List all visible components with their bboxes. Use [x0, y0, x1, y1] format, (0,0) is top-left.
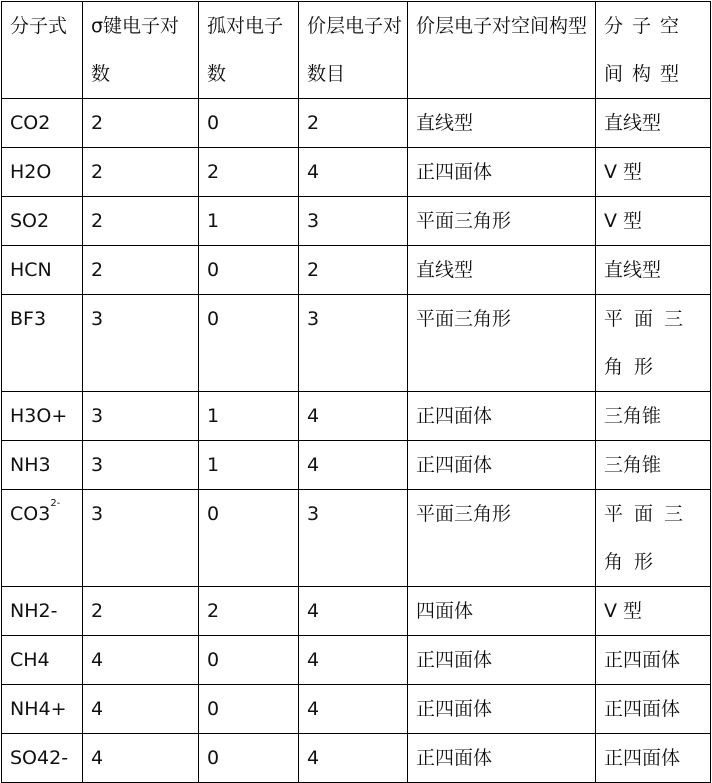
- cell-lone-pairs-text: 0: [207, 747, 220, 769]
- cell-vsepr-geometry-text: 平面三角形: [416, 308, 512, 330]
- cell-molecular-shape: [596, 587, 711, 636]
- cell-valence-pairs-text: 3: [307, 308, 320, 330]
- cell-molecular-shape: [596, 441, 711, 490]
- cell-sigma-pairs-text: 4: [91, 698, 104, 720]
- cell-formula-text: HCN: [10, 259, 52, 281]
- cell-vsepr-geometry: [408, 734, 596, 783]
- cell-molecular-shape-text: 平面三角形: [604, 503, 695, 573]
- cell-vsepr-geometry: [408, 392, 596, 441]
- header-vsepr-geometry: 价层电子对空间构型: [408, 2, 596, 99]
- cell-sigma-pairs-text: 3: [91, 454, 104, 476]
- cell-vsepr-geometry: [408, 685, 596, 734]
- cell-lone-pairs: [199, 392, 299, 441]
- cell-valence-pairs: [299, 685, 408, 734]
- cell-sigma-pairs: [83, 99, 199, 148]
- cell-valence-pairs-text: 2: [307, 112, 320, 134]
- cell-formula: [2, 734, 83, 783]
- cell-sigma-pairs-text: 3: [91, 405, 104, 427]
- cell-sigma-pairs-text: 2: [91, 161, 104, 183]
- table-row: [2, 197, 711, 246]
- cell-sigma-pairs: [83, 392, 199, 441]
- cell-lone-pairs-text: 2: [207, 161, 220, 183]
- cell-valence-pairs-text: 4: [307, 747, 320, 769]
- cell-sigma-pairs-text: 4: [91, 747, 104, 769]
- table-row: [2, 636, 711, 685]
- cell-lone-pairs: [199, 197, 299, 246]
- header-row: [2, 2, 711, 99]
- cell-formula-text: SO2: [10, 210, 50, 232]
- cell-formula-text: H2O: [10, 161, 52, 183]
- cell-valence-pairs-text: 4: [307, 698, 320, 720]
- cell-sigma-pairs-text: 2: [91, 112, 104, 134]
- cell-valence-pairs-text: 4: [307, 649, 320, 671]
- cell-valence-pairs: [299, 587, 408, 636]
- cell-valence-pairs-text: 4: [307, 161, 320, 183]
- cell-lone-pairs-text: 0: [207, 649, 220, 671]
- cell-molecular-shape: [596, 490, 711, 587]
- cell-valence-pairs: [299, 197, 408, 246]
- cell-formula: [2, 636, 83, 685]
- table-row: [2, 734, 711, 783]
- cell-vsepr-geometry-text: 正四面体: [416, 405, 493, 427]
- cell-molecular-shape-text: 正四面体: [604, 649, 681, 671]
- cell-formula-text: SO42-: [10, 747, 69, 769]
- cell-formula-text: H3O+: [10, 405, 68, 427]
- header-valence-pairs: 价层电子对数目: [299, 2, 408, 99]
- cell-lone-pairs: [199, 490, 299, 587]
- table-row: [2, 246, 711, 295]
- cell-molecular-shape-text: 直线型: [604, 112, 662, 134]
- cell-formula: [2, 685, 83, 734]
- cell-molecular-shape: [596, 392, 711, 441]
- cell-vsepr-geometry: [408, 148, 596, 197]
- cell-formula: [2, 295, 83, 392]
- header-formula: 分子式: [2, 2, 83, 99]
- cell-vsepr-geometry-text: 正四面体: [416, 698, 493, 720]
- cell-valence-pairs-text: 3: [307, 503, 320, 525]
- cell-lone-pairs-text: 2: [207, 600, 220, 622]
- cell-valence-pairs-text: 2: [307, 259, 320, 281]
- cell-lone-pairs: [199, 148, 299, 197]
- cell-lone-pairs: [199, 99, 299, 148]
- cell-molecular-shape-text: 正四面体: [604, 747, 681, 769]
- cell-valence-pairs: [299, 392, 408, 441]
- cell-valence-pairs: [299, 99, 408, 148]
- cell-sigma-pairs: [83, 636, 199, 685]
- cell-formula: [2, 392, 83, 441]
- cell-valence-pairs: [299, 441, 408, 490]
- cell-vsepr-geometry: [408, 246, 596, 295]
- cell-sigma-pairs-text: 4: [91, 649, 104, 671]
- table-row: [2, 295, 711, 392]
- cell-formula: [2, 490, 83, 587]
- header-sigma-pairs: σ键电子对数: [83, 2, 199, 99]
- cell-lone-pairs-text: 1: [207, 405, 220, 427]
- cell-valence-pairs-text: 4: [307, 454, 320, 476]
- cell-molecular-shape-text: 三角锥: [604, 405, 662, 427]
- cell-lone-pairs: [199, 587, 299, 636]
- cell-molecular-shape: [596, 148, 711, 197]
- cell-molecular-shape: [596, 734, 711, 783]
- cell-lone-pairs-text: 0: [207, 259, 220, 281]
- cell-molecular-shape: [596, 99, 711, 148]
- table-row: [2, 148, 711, 197]
- cell-sigma-pairs-text: 2: [91, 600, 104, 622]
- cell-molecular-shape-text: V 型: [604, 210, 643, 232]
- cell-formula-text: CO2: [10, 112, 51, 134]
- cell-vsepr-geometry-text: 四面体: [416, 600, 474, 622]
- cell-valence-pairs-text: 3: [307, 210, 320, 232]
- cell-valence-pairs: [299, 734, 408, 783]
- header-molecular-shape: 分子空间构型: [596, 2, 711, 99]
- cell-lone-pairs: [199, 441, 299, 490]
- cell-lone-pairs-text: 0: [207, 308, 220, 330]
- cell-sigma-pairs: [83, 295, 199, 392]
- cell-sigma-pairs: [83, 587, 199, 636]
- table-row: [2, 441, 711, 490]
- cell-formula-text: CH4: [10, 649, 50, 671]
- cell-lone-pairs: [199, 685, 299, 734]
- cell-lone-pairs: [199, 295, 299, 392]
- header-lone-pairs: 孤对电子数: [199, 2, 299, 99]
- cell-formula-text: BF3: [10, 308, 47, 330]
- table-row: [2, 587, 711, 636]
- cell-formula: [2, 246, 83, 295]
- cell-valence-pairs: [299, 148, 408, 197]
- cell-lone-pairs-text: 0: [207, 503, 220, 525]
- cell-formula-text: NH3: [10, 454, 51, 476]
- cell-vsepr-geometry: [408, 587, 596, 636]
- formula-charge: 2-: [50, 498, 61, 509]
- cell-molecular-shape: [596, 197, 711, 246]
- cell-molecular-shape-text: V 型: [604, 600, 643, 622]
- cell-lone-pairs-text: 0: [207, 698, 220, 720]
- cell-sigma-pairs: [83, 148, 199, 197]
- cell-vsepr-geometry-text: 平面三角形: [416, 503, 512, 525]
- cell-vsepr-geometry: [408, 441, 596, 490]
- table-row: [2, 685, 711, 734]
- table-row: [2, 392, 711, 441]
- cell-formula: [2, 197, 83, 246]
- cell-formula: [2, 441, 83, 490]
- cell-sigma-pairs: [83, 685, 199, 734]
- cell-formula-text: NH4+: [10, 698, 67, 720]
- cell-molecular-shape: [596, 685, 711, 734]
- cell-sigma-pairs-text: 3: [91, 503, 104, 525]
- cell-formula: [2, 587, 83, 636]
- cell-molecular-shape-text: 正四面体: [604, 698, 681, 720]
- cell-lone-pairs: [199, 636, 299, 685]
- cell-vsepr-geometry: [408, 99, 596, 148]
- cell-formula-text: NH2-: [10, 600, 58, 622]
- cell-vsepr-geometry-text: 正四面体: [416, 161, 493, 183]
- cell-vsepr-geometry: [408, 295, 596, 392]
- table-row: [2, 490, 711, 587]
- vsepr-table: [1, 1, 711, 783]
- cell-valence-pairs: [299, 295, 408, 392]
- cell-molecular-shape-text: 平面三角形: [604, 308, 695, 378]
- cell-molecular-shape: [596, 295, 711, 392]
- cell-valence-pairs: [299, 246, 408, 295]
- cell-valence-pairs: [299, 490, 408, 587]
- cell-molecular-shape-text: 三角锥: [604, 454, 662, 476]
- cell-valence-pairs: [299, 636, 408, 685]
- cell-vsepr-geometry-text: 正四面体: [416, 454, 493, 476]
- cell-sigma-pairs: [83, 246, 199, 295]
- table-body: [2, 99, 711, 783]
- cell-molecular-shape: [596, 636, 711, 685]
- cell-sigma-pairs-text: 2: [91, 259, 104, 281]
- cell-formula: [2, 148, 83, 197]
- table-row: [2, 99, 711, 148]
- cell-lone-pairs-text: 0: [207, 112, 220, 134]
- cell-molecular-shape-text: V 型: [604, 161, 643, 183]
- cell-vsepr-geometry-text: 平面三角形: [416, 210, 512, 232]
- cell-sigma-pairs: [83, 490, 199, 587]
- cell-vsepr-geometry: [408, 197, 596, 246]
- cell-formula: [2, 99, 83, 148]
- cell-sigma-pairs-text: 3: [91, 308, 104, 330]
- cell-vsepr-geometry-text: 正四面体: [416, 747, 493, 769]
- cell-vsepr-geometry: [408, 636, 596, 685]
- cell-formula-text: CO3: [10, 503, 51, 525]
- cell-vsepr-geometry-text: 直线型: [416, 259, 474, 281]
- cell-lone-pairs-text: 1: [207, 454, 220, 476]
- cell-molecular-shape: [596, 246, 711, 295]
- cell-valence-pairs-text: 4: [307, 600, 320, 622]
- cell-sigma-pairs: [83, 197, 199, 246]
- cell-vsepr-geometry: [408, 490, 596, 587]
- cell-lone-pairs-text: 1: [207, 210, 220, 232]
- cell-molecular-shape-text: 直线型: [604, 259, 662, 281]
- cell-sigma-pairs-text: 2: [91, 210, 104, 232]
- cell-lone-pairs: [199, 246, 299, 295]
- cell-vsepr-geometry-text: 直线型: [416, 112, 474, 134]
- cell-lone-pairs: [199, 734, 299, 783]
- cell-sigma-pairs: [83, 441, 199, 490]
- cell-sigma-pairs: [83, 734, 199, 783]
- cell-vsepr-geometry-text: 正四面体: [416, 649, 493, 671]
- cell-valence-pairs-text: 4: [307, 405, 320, 427]
